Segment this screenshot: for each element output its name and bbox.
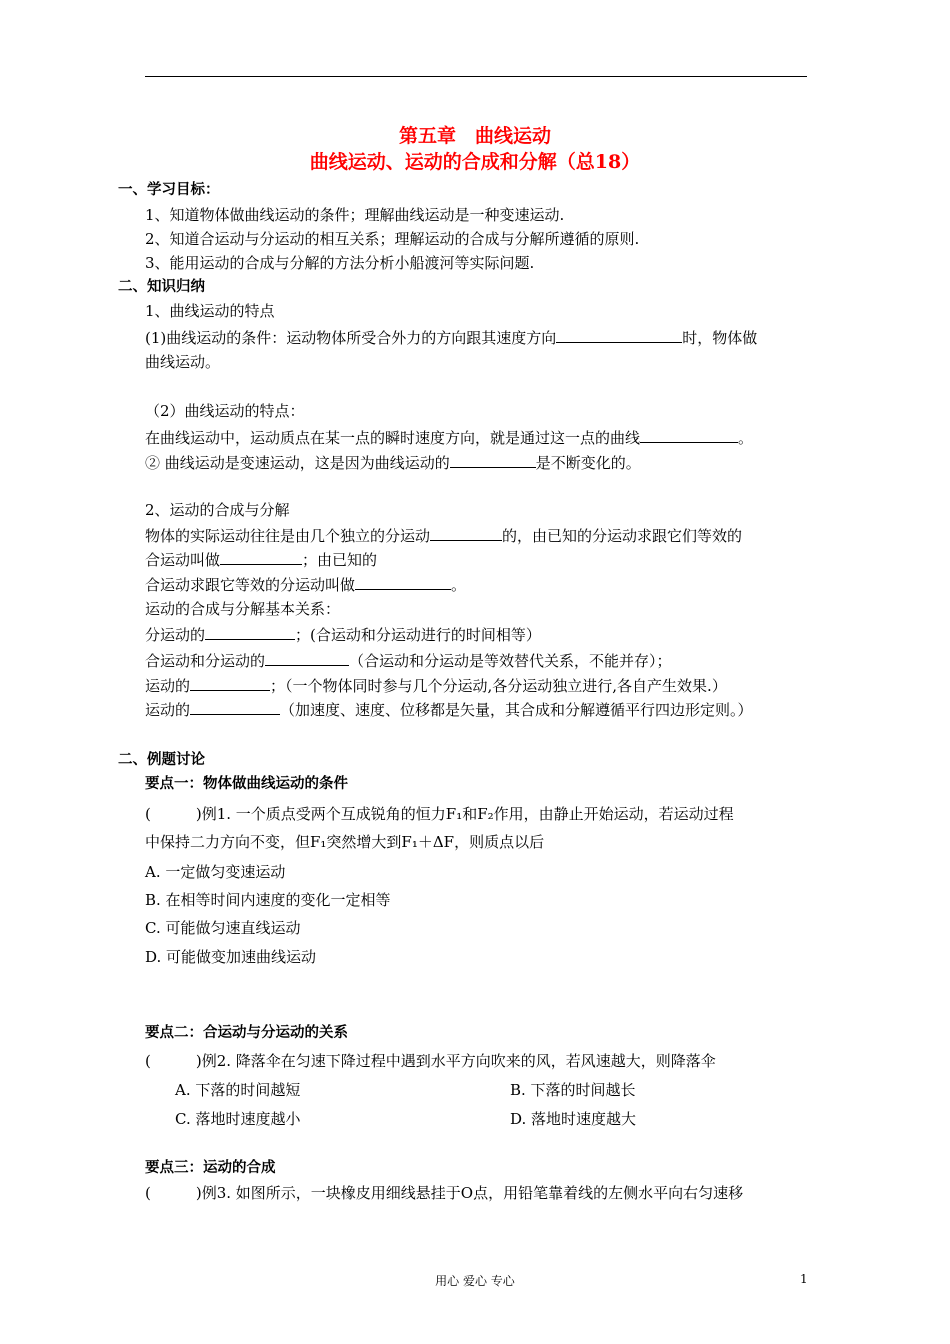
example2-option-c: C. 落地时速度越小 (175, 1110, 301, 1128)
section1-heading: 一、学习目标： (118, 182, 220, 198)
example1-line1: ( )例1. 一个质点受两个互成锐角的恒力F₁和F₂作用，由静止开始运动，若运动过程 (145, 805, 734, 823)
blank[interactable] (450, 452, 536, 468)
para-composition-1: 物体的实际运动往往是由几个独立的分运动 的，由已知的分运动求跟它们等效的 (145, 527, 743, 545)
example1-option-d: D. 可能做变加速曲线运动 (145, 948, 317, 966)
section-title: 曲线运动、运动的合成和分解（总18） (309, 151, 641, 173)
blank[interactable] (190, 699, 280, 715)
subheading-curve: 1、曲线运动的特点 (145, 302, 275, 320)
para-variable: ② 曲线运动是变速运动，这是因为曲线运动的 是不断变化的。 (145, 454, 641, 472)
blank[interactable] (355, 574, 451, 590)
para-velocity: 在曲线运动中，运动质点在某一点的瞬时速度方向，就是通过这一点的曲线 。 (145, 429, 754, 447)
example2-option-d: D. 落地时速度越大 (510, 1110, 637, 1128)
key-point-1: 要点一：物体做曲线运动的条件 (145, 776, 348, 792)
example1-option-a: A. 一定做匀变速运动 (145, 863, 286, 881)
blank[interactable] (640, 427, 738, 443)
relation-2: 合运动和分运动的 （合运动和分运动是等效替代关系，不能并存）； (145, 652, 672, 670)
blank[interactable] (190, 675, 270, 691)
example1-line2: 中保持二力方向不变，但F₁突然增大到F₁＋ΔF，则质点以后 (145, 833, 545, 851)
relation-1: 分运动的 ；(合运动和分运动进行的时间相等） (145, 626, 541, 644)
page-footer: 用心 爱心 专心 (435, 1274, 515, 1288)
section2-heading: 二、知识归纳 (118, 279, 205, 295)
header-rule (145, 76, 807, 77)
para-composition-2: 合运动叫做 ；由已知的 (145, 551, 378, 569)
chapter-title: 第五章 曲线运动 (398, 125, 551, 147)
key-point-3: 要点三：运动的合成 (145, 1160, 276, 1176)
key-point-2: 要点二：合运动与分运动的关系 (145, 1025, 348, 1041)
blank[interactable] (265, 650, 349, 666)
para-condition-cont: 曲线运动。 (145, 353, 221, 371)
para-features: （2）曲线运动的特点： (145, 402, 305, 420)
objective-3: 3、能用运动的合成与分解的方法分析小船渡河等实际问题. (145, 254, 535, 272)
para-condition: (1)曲线运动的条件：运动物体所受合外力的方向跟其速度方向 时，物体做 (145, 329, 758, 347)
example1-option-b: B. 在相等时间内速度的变化一定相等 (145, 891, 391, 909)
blank[interactable] (220, 549, 302, 565)
example2-line1: ( )例2. 降落伞在匀速下降过程中遇到水平方向吹来的风，若风速越大，则降落伞 (145, 1052, 716, 1070)
subheading-composition: 2、运动的合成与分解 (145, 501, 290, 519)
para-composition-3: 合运动求跟它等效的分运动叫做 。 (145, 576, 467, 594)
para-relations: 运动的合成与分解基本关系： (145, 600, 341, 618)
blank[interactable] (205, 624, 295, 640)
blank[interactable] (430, 525, 502, 541)
example1-option-c: C. 可能做匀速直线运动 (145, 919, 301, 937)
relation-4: 运动的 （加速度、速度、位移都是矢量，其合成和分解遵循平行四边形定则。） (145, 701, 753, 719)
example2-option-a: A. 下落的时间越短 (175, 1081, 301, 1099)
relation-3: 运动的 ；（一个物体同时参与几个分运动,各分运动独立进行,各自产生效果.） (145, 677, 727, 695)
objective-1: 1、知道物体做曲线运动的条件；理解曲线运动是一种变速运动. (145, 206, 565, 224)
blank[interactable] (556, 327, 682, 343)
objective-2: 2、知道合运动与分运动的相互关系；理解运动的合成与分解所遵循的原则. (145, 230, 640, 248)
section3-heading: 二、例题讨论 (118, 752, 205, 768)
page-number: 1 (800, 1272, 808, 1286)
example3-line1: ( )例3. 如图所示，一块橡皮用细线悬挂于O点，用铅笔靠着线的左侧水平向右匀速移 (145, 1184, 744, 1202)
example2-option-b: B. 下落的时间越长 (510, 1081, 636, 1099)
